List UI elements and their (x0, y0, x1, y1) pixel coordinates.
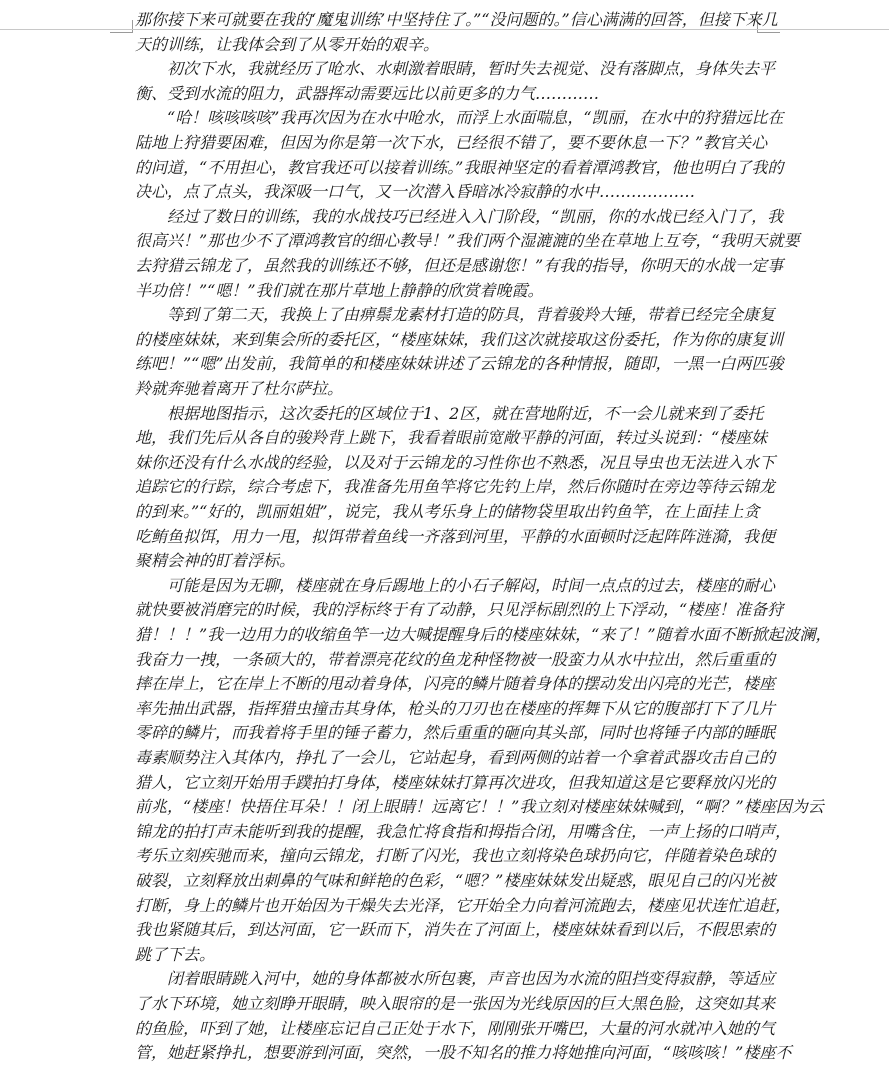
text-line: 的到来。”“好的，凯丽姐姐”，说完，我从考乐身上的储物袋里取出钓鱼竿，在上面挂上贪 (135, 502, 760, 521)
text-line: 等到了第二天，我换上了由痹鬃龙素材打造的防具，背着骏羚大锤，带着已经完全康复 (167, 305, 776, 325)
page-corner-mark-left (110, 20, 133, 33)
text-line: 打断，身上的鳞片也开始因为干燥失去光泽，它开始全力向着河流跑去，楼座见状连忙追赶， (135, 895, 792, 915)
text-line: 经过了数日的训练，我的水战技巧已经进入入门阶段，“凯丽，你的水战已经入门了，我 (167, 206, 784, 226)
text-line: 练吧！”“嗯”出发前，我简单的和楼座妹妹讲述了云锦龙的各种情报，随即，一黑一白两匹骏 (135, 354, 784, 374)
text-line: 锦龙的拍打声未能听到我的提醒，我急忙将食指和拇指合闭，用嘴含住，一声上扬的口哨声， (135, 821, 792, 841)
text-line: 闭着眼睛跳入河中，她的身体都被水所包裹，声音也因为水流的阻挡变得寂静，等适应 (167, 969, 776, 989)
text-line: 摔在岸上，它在岸上不断的甩动着身体，闪亮的鳞片随着身体的摆动发出闪亮的光芒，楼座 (135, 674, 776, 694)
text-line: 破裂，立刻释放出刺鼻的气味和鲜艳的色彩，“嗯？”楼座妹妹发出疑惑，眼见自己的闪光被 (135, 871, 776, 890)
text-line: 可能是因为无聊，楼座就在身后踢地上的小石子解闷，时间一点点的过去，楼座的耐心 (167, 575, 776, 595)
text-line: 跳了下去。 (135, 944, 216, 964)
text-line: 猎人，它立刻开始用手蹼拍打身体，楼座妹妹打算再次进攻，但我知道这是它要释放闪光的 (135, 772, 776, 792)
text-line: 妹你还没有什么水战的经验，以及对于云锦龙的习性你也不熟悉，况且导虫也无法进入水下 (135, 452, 776, 472)
text-line: 毒素顺势注入其体内，挣扎了一会儿，它站起身，看到两侧的站着一个拿着武器攻击自己的 (135, 748, 776, 767)
text-line: 考乐立刻疾驰而来，撞向云锦龙，打断了闪光，我也立刻将染色球扔向它，伴随着染色球的 (135, 846, 776, 866)
text-line: 率先抽出武器，指挥猎虫撞击其身体，枪头的刀刃也在楼座的挥舞下从它的腹部打下了几片 (135, 698, 776, 718)
text-line: 我奋力一拽，一条硕大的，带着漂亮花纹的鱼龙种怪物被一股蛮力从水中拉出，然后重重的 (135, 649, 776, 669)
text-line: 半功倍！”“嗯！”我们就在那片草地上静静的欣赏着晚霞。 (135, 280, 544, 300)
text-line: 的问道，“不用担心，教官我还可以接着训练。”我眼神坚定的看着潭鸿教官，他也明白了我的 (135, 157, 784, 177)
text-line: 前兆，“楼座！快捂住耳朵！！闭上眼睛！远离它！！”我立刻对楼座妹妹喊到，“啊？”楼座因为云 (135, 797, 824, 817)
text-line: 初次下水，我就经历了呛水、水刺激着眼睛，暂时失去视觉、没有落脚点，身体失去平 (167, 59, 776, 79)
text-line: 很高兴！”那也少不了潭鸿教官的细心教导！”我们两个湿漉漉的坐在草地上互夸，“我明天就要 (135, 231, 800, 251)
text-line: 猎！！！”我一边用力的收缩鱼竿一边大喊提醒身后的楼座妹妹，“来了！”随着水面不断掀起波澜， (135, 625, 832, 644)
text-line: 追踪它的行踪，综合考虑下，我准备先用鱼竿将它先钓上岸，然后你随时在旁边等待云锦龙 (135, 477, 776, 497)
text-line: 聚精会神的盯着浮标。 (135, 551, 296, 571)
text-line: 了水下环境，她立刻睁开眼睛，映入眼帘的是一张因为光线原因的巨大黑色脸，这突如其来 (135, 994, 776, 1013)
text-line: 吃鲔鱼拟饵，用力一甩，拟饵带着鱼线一齐落到河里，平静的水面顿时泛起阵阵涟漪，我便 (135, 526, 776, 546)
text-line: 羚就奔驰着离开了杜尔萨拉。 (135, 379, 344, 398)
text-line: 根据地图指示，这次委托的区域位于1、2区，就在营地附近，不一会儿就来到了委托 (167, 403, 764, 423)
text-line: 就快要被消磨完的时候，我的浮标终于有了动静，只见浮标剧烈的上下浮动，“楼座！准备狩 (135, 600, 784, 620)
text-line: 天的训练，让我体会到了从零开始的艰辛。 (135, 34, 440, 54)
text-line: 管，她赶紧挣扎，想要游到河面，突然，一股不知名的推力将她推向河面，“咳咳咳！”楼座不 (135, 1043, 792, 1063)
text-line: 地，我们先后从各自的骏羚背上跳下，我看着眼前宽敞平静的河面，转过头说到：“楼座妹 (135, 428, 768, 448)
text-line: 决心，点了点头，我深吸一口气，又一次潜入昏暗冰冷寂静的水中……………… (135, 182, 696, 202)
text-line: 那你接下来可就要在我的‘魔鬼训练’中坚持住了。”“没问题的。”信心满满的回答，但接下来几 (135, 10, 778, 29)
text-line: 去狩猎云锦龙了，虽然我的训练还不够，但还是感谢您！”有我的指导，你明天的水战一定事 (135, 256, 784, 275)
text-line: 陆地上狩猎要困难，但因为你是第一次下水，已经很不错了，要不要休息一下？”教官关心 (135, 133, 768, 152)
text-line: 零碎的鳞片，而我着将手里的锤子蓄力，然后重重的砸向其头部，同时也将锤子内部的睡眠 (135, 723, 776, 743)
text-line: “哈！咳咳咳咳”我再次因为在水中呛水，而浮上水面喘息，“凯丽，在水中的狩猎远比在 (167, 108, 784, 128)
text-line: 的楼座妹妹，来到集会所的委托区，“楼座妹妹，我们这次就接取这份委托，作为你的康复训 (135, 329, 784, 349)
text-line: 衡、受到水流的阻力，武器挥动需要远比以前更多的力气………… (135, 83, 600, 103)
text-line: 的鱼脸，吓到了她，让楼座忘记自己正处于水下，刚刚张开嘴巴，大量的河水就冲入她的气 (135, 1018, 776, 1038)
text-line: 我也紧随其后，到达河面，它一跃而下，消失在了河面上，楼座妹妹看到以后，不假思索的 (135, 920, 776, 940)
